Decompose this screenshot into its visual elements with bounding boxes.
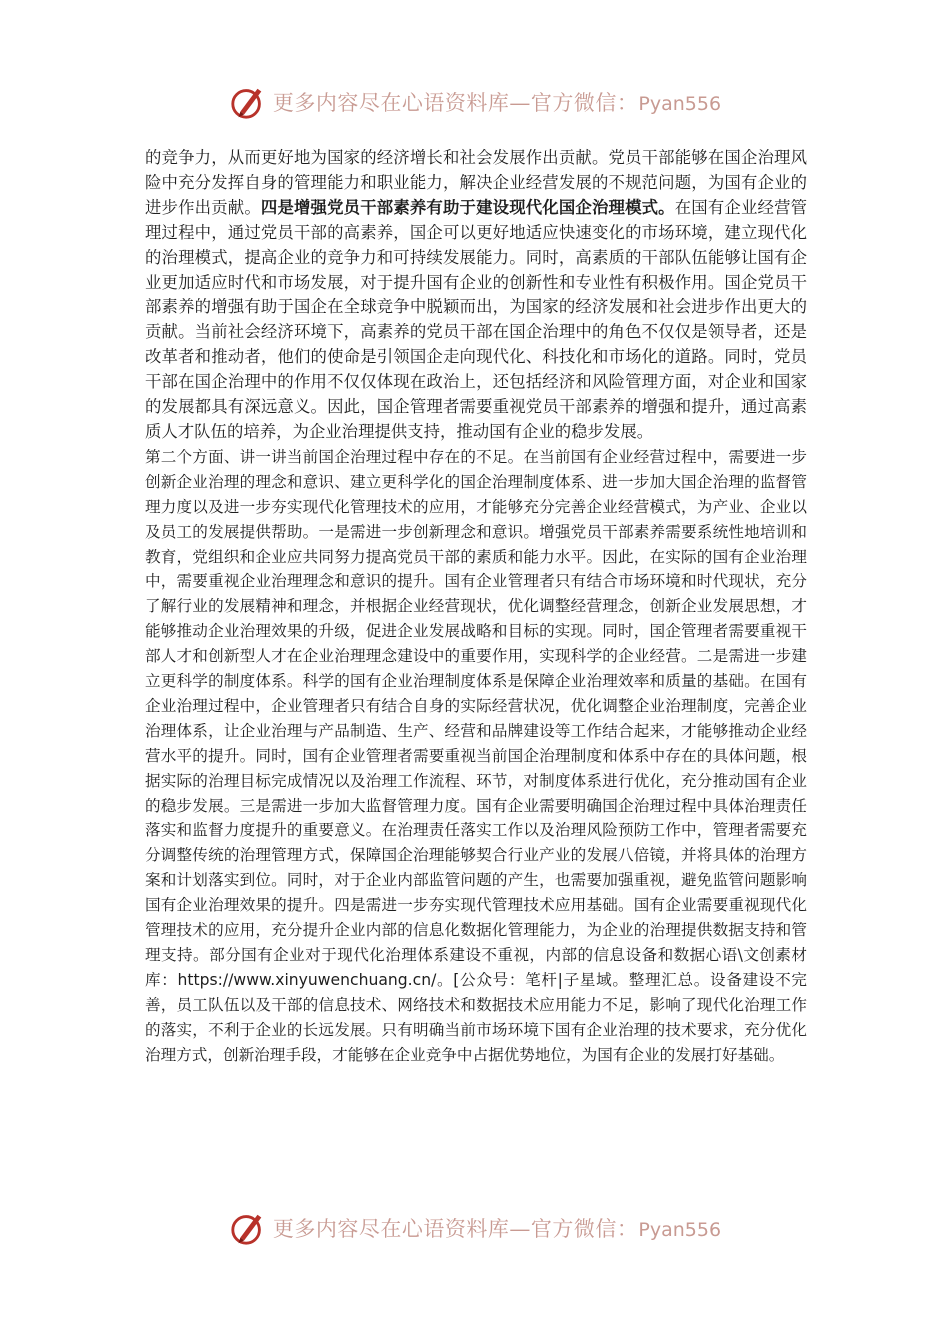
pen-logo-icon — [229, 83, 267, 121]
watermark-text: 更多内容尽在心语资料库—官方微信：Pyan556 — [272, 91, 722, 115]
watermark-brand: Pyan556 — [638, 93, 722, 115]
pen-logo-icon — [229, 1209, 267, 1247]
header-watermark — [0, 82, 950, 122]
paragraph-1: 的竞争力，从而更好地为国家的经济增长和社会发展作出贡献。党员干部能够在国企治理风险中充分发挥自身的管理能力和职业能力，解决企业经营发展的不规范问题，为国有企业的进步作出贡献。四是增强党员干部素养有助于建设现代化国企治理模式。在国有企业经营管理过程中，通过党员干部的高素养，国企可以更好地适应快速变化的市场环境，建立现代化的治理模式，提高企业的竞争力和可持续发展能力。同时，高素质的干部队伍能够让国有企业更加适应时代和市场发展，对于提升国有企业的创新性和专业性有积极作用。国企党员干部素养的增强有助于国企在全球竞争中脱颖而出，为国家的经济发展和社会进步作出更大的贡献。当前社会经济环境下，高素养的党员干部在国企治理中的角色不仅仅是领导者，还是改革者和推动者，他们的使命是引领国企走向现代化、科技化和市场化的道路。同时，党员干部在国企治理中的作用不仅仅体现在政治上，还包括经济和风险管理方面，对企业和国家的发展都具有深远意义。因此，国企管理者需要重视党员干部素养的增强和提升，通过高素质人才队伍的培养，为企业治理提供支持，推动国有企业的稳步发展。 — [145, 148, 808, 441]
paragraph-2: 第二个方面、讲一讲当前国企治理过程中存在的不足。在当前国有企业经营过程中，需要进一步创新企业治理的理念和意识、建立更科学化的国企治理制度体系、进一步加大国企治理的监督管理力度以及进一步夯实现代化管理技术的应用，才能够充分完善企业经营模式，为产业、企业以及员工的发展提供帮助。一是需进一步创新理念和意识。增强党员干部素养需要系统性地培训和教育，党组织和企业应共同努力提高党员干部的素质和能力水平。因此，在实际的国有企业治理中，需要重视企业治理理念和意识的提升。国有企业管理者只有结合市场环境和时代现状，充分了解行业的发展精神和理念，并根据企业经营现状，优化调整经营理念，创新企业发展思想，才能够推动企业治理效果的升级，促进企业发展战略和目标的实现。同时，国企管理者需要重视干部人才和创新型人才在企业治理理念建设中的重要作用，实现科学的企业经营。二是需进一步建立更科学的制度体系。科学的国有企业治理制度体系是保障企业治理效率和质量的基础。在国有企业治理过程中，企业管理者只有结合自身的实际经营状况，优化调整企业治理制度，完善企业治理体系，让企业治理与产品制造、生产、经营和品牌建设等工作结合起来，才能够推动企业经营水平的提升。同时，国有企业管理者需要重视当前国企治理制度和体系中存在的具体问题，根据实际的治理目标完成情况以及治理工作流程、环节，对制度体系进行优化，充分推动国有企业的稳步发展。三是需进一步加大监督管理力度。国有企业需要明确国企治理过程中具体治理责任落实和监督力度提升的重要意义。在治理责任落实工作以及治理风险预防工作中，管理者需要充分调整传统的治理管理方式，保障国企治理能够契合行业产业的发展八倍镜，并将具体的治理方案和计划落实到位。同时，对于企业内部监管问题的产生，也需要加强重视，避免监管问题影响国有企业治理效果的提升。四是需进一步夯实现代管理技术应用基础。国有企业需要重视现代化管理技术的应用，充分提升企业内部的信息化数据化管理能力，为企业的治理提供数据支持和管理支持。部分国有企业对于现代化治理体系建设不重视，内部的信息设备和数据心语\文创素材库：https://www.xinyuwenchuang.cn/。[公众号：笔杆|子星域。整理汇总。设备建设不完善，员工队伍以及干部的信息技术、网络技术和数据技术应用能力不足，影响了现代化治理工作的落实，不利于企业的长远发展。只有明确当前市场环境下国有企业治理的技术要求，充分优化治理方式，创新治理手段，才能够在企业竞争中占据优势地位，为国有企业的发展打好基础。 — [145, 447, 807, 1064]
watermark-brand: Pyan556 — [638, 1219, 722, 1241]
watermark-text: 更多内容尽在心语资料库—官方微信：Pyan556 — [272, 1217, 722, 1241]
footer-watermark — [0, 1208, 950, 1248]
bold-heading: 四是增强党员干部素养有助于建设现代化国企治理模式。 — [260, 197, 675, 217]
document-body — [145, 146, 807, 1068]
